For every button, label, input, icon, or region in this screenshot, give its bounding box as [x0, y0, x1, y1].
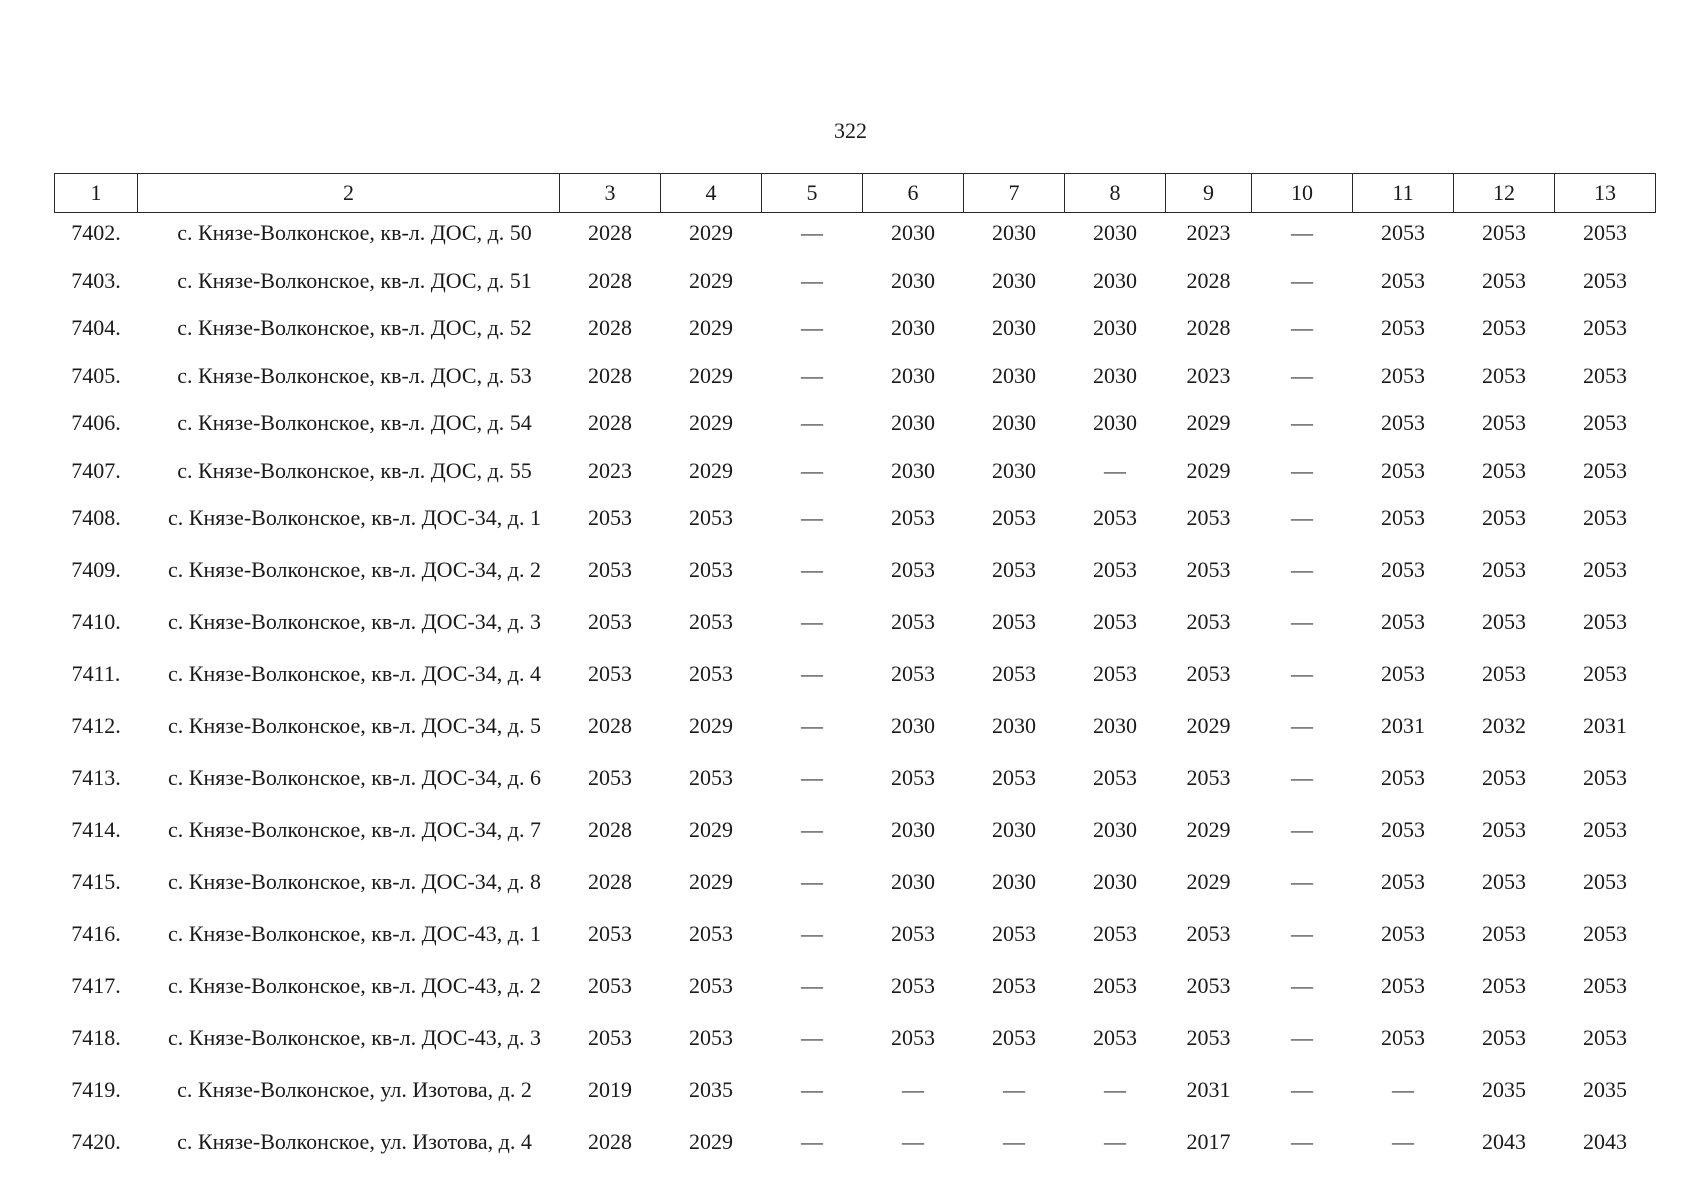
year-cell-col-9: 2053 [1186, 765, 1231, 790]
year-cell-col-10: — [1291, 1077, 1313, 1102]
table-row [55, 309, 1656, 357]
column-header-8: 8 [1065, 174, 1166, 213]
year-cell-col-10: — [1291, 713, 1313, 738]
row-number: 7415. [71, 869, 121, 894]
year-cell-col-7: 2053 [992, 973, 1036, 998]
year-cell-col-7: 2053 [992, 1025, 1036, 1050]
year-cell-col-13: 2053 [1583, 267, 1627, 293]
table-row [55, 707, 1656, 759]
year-cell-col-3: 2028 [588, 410, 632, 435]
year-cell-col-8: 2030 [1093, 267, 1137, 293]
year-cell-col-7: 2030 [992, 362, 1036, 388]
year-cell-col-7: — [1003, 1077, 1025, 1102]
year-cell-col-10: — [1291, 457, 1313, 483]
address-cell: с. Князе-Волконское, ул. Изотова, д. 4 [177, 1129, 532, 1154]
address-cell: с. Князе-Волконское, кв-л. ДОС-34, д. 1 [168, 505, 541, 530]
year-cell-col-5: — [801, 457, 823, 483]
address-cell: с. Князе-Волконское, кв-л. ДОС-34, д. 8 [168, 869, 541, 894]
year-cell-col-6: 2053 [891, 557, 935, 582]
year-cell-col-3: 2053 [588, 557, 632, 582]
column-header-2: 2 [138, 174, 560, 213]
year-cell-col-8: 2053 [1093, 609, 1137, 634]
year-cell-col-13: 2053 [1583, 765, 1627, 790]
table-row [55, 1123, 1656, 1175]
year-cell-col-12: 2053 [1482, 267, 1526, 293]
year-cell-col-11: 2053 [1381, 817, 1425, 842]
year-cell-col-5: — [801, 973, 823, 998]
year-cell-col-6: — [902, 1129, 924, 1154]
year-cell-col-11: — [1392, 1077, 1414, 1102]
row-number: 7406. [71, 410, 121, 435]
year-cell-col-7: 2053 [992, 661, 1036, 686]
address-cell: с. Князе-Волконское, кв-л. ДОС-34, д. 7 [168, 817, 541, 842]
year-cell-col-9: 2029 [1186, 410, 1231, 435]
year-cell-col-4: 2053 [689, 1025, 733, 1050]
year-cell-col-11: 2053 [1381, 921, 1425, 946]
year-cell-col-4: 2053 [689, 661, 733, 686]
year-cell-col-9: 2028 [1186, 315, 1231, 340]
row-number: 7403. [71, 267, 121, 293]
year-cell-col-8: 2053 [1093, 765, 1137, 790]
year-cell-col-4: 2053 [689, 505, 733, 530]
year-cell-col-8: 2030 [1093, 869, 1137, 894]
table-header [55, 174, 1656, 213]
year-cell-col-11: 2031 [1381, 713, 1425, 738]
address-cell: с. Князе-Волконское, кв-л. ДОС-34, д. 6 [168, 765, 541, 790]
address-cell: с. Князе-Волконское, кв-л. ДОС-34, д. 4 [168, 661, 541, 686]
year-cell-col-13: 2053 [1583, 315, 1627, 340]
year-cell-col-10: — [1291, 557, 1313, 582]
year-cell-col-5: — [801, 817, 823, 842]
year-cell-col-4: 2029 [689, 267, 733, 293]
address-cell: с. Князе-Волконское, кв-л. ДОС-34, д. 3 [168, 609, 541, 634]
year-cell-col-8: 2053 [1093, 1025, 1137, 1050]
year-cell-col-8: 2030 [1093, 817, 1137, 842]
year-cell-col-6: 2030 [891, 315, 935, 340]
year-cell-col-10: — [1291, 817, 1313, 842]
year-cell-col-13: 2053 [1583, 220, 1627, 245]
year-cell-col-5: — [801, 505, 823, 530]
year-cell-col-3: 2053 [588, 765, 632, 790]
year-cell-col-6: 2030 [891, 267, 935, 293]
year-cell-col-3: 2053 [588, 921, 632, 946]
column-header-9: 9 [1166, 174, 1252, 213]
year-cell-col-9: 2053 [1186, 973, 1231, 998]
year-cell-col-3: 2053 [588, 505, 632, 530]
year-cell-col-12: 2053 [1482, 410, 1526, 435]
year-cell-col-4: 2029 [689, 869, 733, 894]
year-cell-col-7: 2030 [992, 315, 1036, 340]
year-cell-col-12: 2053 [1482, 817, 1526, 842]
table-row [55, 967, 1656, 1019]
year-cell-col-6: 2030 [891, 713, 935, 738]
table-body [55, 213, 1656, 1176]
table-row [55, 759, 1656, 811]
year-cell-col-12: 2035 [1482, 1077, 1526, 1102]
year-cell-col-8: — [1104, 1129, 1126, 1154]
year-cell-col-12: 2053 [1482, 661, 1526, 686]
year-cell-col-5: — [801, 557, 823, 582]
year-cell-col-8: 2053 [1093, 505, 1137, 530]
year-cell-col-9: 2053 [1186, 661, 1231, 686]
year-cell-col-4: 2053 [689, 921, 733, 946]
year-cell-col-11: 2053 [1381, 267, 1425, 293]
year-cell-col-13: 2053 [1583, 973, 1627, 998]
year-cell-col-6: 2053 [891, 765, 935, 790]
year-cell-col-3: 2019 [588, 1077, 632, 1102]
year-cell-col-6: — [902, 1077, 924, 1102]
year-cell-col-13: 2035 [1583, 1077, 1627, 1102]
year-cell-col-8: 2053 [1093, 921, 1137, 946]
row-number: 7418. [71, 1025, 121, 1050]
table-row [55, 404, 1656, 452]
year-cell-col-9: 2023 [1186, 220, 1231, 245]
year-cell-col-10: — [1291, 410, 1313, 435]
year-cell-col-6: 2053 [891, 1025, 935, 1050]
row-number: 7417. [71, 973, 121, 998]
year-cell-col-8: 2053 [1093, 973, 1137, 998]
year-cell-col-8: — [1104, 457, 1126, 483]
address-cell: с. Князе-Волконское, кв-л. ДОС, д. 55 [177, 457, 532, 483]
column-header-5: 5 [762, 174, 863, 213]
row-number: 7411. [71, 661, 121, 686]
address-cell: с. Князе-Волконское, кв-л. ДОС-34, д. 5 [168, 713, 541, 738]
address-cell: с. Князе-Волконское, кв-л. ДОС, д. 52 [177, 315, 532, 340]
year-cell-col-5: — [801, 362, 823, 388]
year-cell-col-9: 2029 [1186, 817, 1231, 842]
year-cell-col-3: 2028 [588, 267, 632, 293]
year-cell-col-7: 2053 [992, 609, 1036, 634]
row-number: 7409. [71, 557, 121, 582]
year-cell-col-12: 2043 [1482, 1129, 1526, 1154]
year-cell-col-8: 2030 [1093, 220, 1137, 245]
year-cell-col-9: 2053 [1186, 505, 1231, 530]
address-cell: с. Князе-Волконское, кв-л. ДОС, д. 51 [177, 267, 532, 293]
year-cell-col-4: 2035 [689, 1077, 733, 1102]
registry-table [54, 173, 1656, 1175]
year-cell-col-3: 2028 [588, 1129, 632, 1154]
row-number: 7408. [71, 505, 121, 530]
column-header-11: 11 [1353, 174, 1454, 213]
table-row [55, 452, 1656, 500]
table-row [55, 551, 1656, 603]
row-number: 7420. [71, 1129, 121, 1154]
year-cell-col-9: 2053 [1186, 557, 1231, 582]
year-cell-col-12: 2053 [1482, 557, 1526, 582]
address-cell: с. Князе-Волконское, кв-л. ДОС, д. 53 [177, 362, 532, 388]
year-cell-col-8: 2030 [1093, 362, 1137, 388]
table-row [55, 213, 1656, 262]
year-cell-col-4: 2053 [689, 609, 733, 634]
table-row [55, 262, 1656, 310]
year-cell-col-8: — [1104, 1077, 1126, 1102]
year-cell-col-9: 2029 [1186, 713, 1231, 738]
year-cell-col-13: 2053 [1583, 557, 1627, 582]
year-cell-col-4: 2029 [689, 315, 733, 340]
year-cell-col-6: 2030 [891, 362, 935, 388]
year-cell-col-13: 2053 [1583, 1025, 1627, 1050]
year-cell-col-5: — [801, 921, 823, 946]
year-cell-col-4: 2029 [689, 457, 733, 483]
column-header-12: 12 [1454, 174, 1555, 213]
year-cell-col-7: 2030 [992, 410, 1036, 435]
table-row [55, 357, 1656, 405]
column-header-10: 10 [1252, 174, 1353, 213]
address-cell: с. Князе-Волконское, кв-л. ДОС, д. 54 [177, 410, 532, 435]
year-cell-col-7: 2053 [992, 505, 1036, 530]
table-row [55, 1019, 1656, 1071]
year-cell-col-5: — [801, 220, 823, 245]
year-cell-col-3: 2028 [588, 220, 632, 245]
year-cell-col-7: 2053 [992, 765, 1036, 790]
year-cell-col-3: 2023 [588, 457, 632, 483]
year-cell-col-7: 2030 [992, 267, 1036, 293]
year-cell-col-7: 2053 [992, 921, 1036, 946]
year-cell-col-10: — [1291, 661, 1313, 686]
year-cell-col-13: 2053 [1583, 609, 1627, 634]
table-row [55, 811, 1656, 863]
year-cell-col-9: 2053 [1186, 921, 1231, 946]
year-cell-col-12: 2053 [1482, 505, 1526, 530]
year-cell-col-7: 2053 [992, 557, 1036, 582]
year-cell-col-13: 2053 [1583, 457, 1627, 483]
year-cell-col-10: — [1291, 973, 1313, 998]
year-cell-col-12: 2053 [1482, 765, 1526, 790]
year-cell-col-11: 2053 [1381, 869, 1425, 894]
year-cell-col-12: 2053 [1482, 609, 1526, 634]
year-cell-col-11: 2053 [1381, 661, 1425, 686]
year-cell-col-10: — [1291, 362, 1313, 388]
year-cell-col-8: 2053 [1093, 557, 1137, 582]
header-row [55, 174, 1656, 213]
row-number: 7413. [71, 765, 121, 790]
year-cell-col-3: 2028 [588, 817, 632, 842]
year-cell-col-5: — [801, 410, 823, 435]
year-cell-col-6: 2053 [891, 973, 935, 998]
year-cell-col-7: 2030 [992, 817, 1036, 842]
year-cell-col-7: 2030 [992, 869, 1036, 894]
year-cell-col-12: 2053 [1482, 457, 1526, 483]
address-cell: с. Князе-Волконское, кв-л. ДОС-43, д. 2 [168, 973, 541, 998]
year-cell-col-4: 2053 [689, 765, 733, 790]
year-cell-col-10: — [1291, 869, 1313, 894]
year-cell-col-5: — [801, 661, 823, 686]
row-number: 7402. [71, 220, 121, 245]
address-cell: с. Князе-Волконское, кв-л. ДОС-34, д. 2 [168, 557, 541, 582]
year-cell-col-9: 2028 [1186, 267, 1231, 293]
year-cell-col-5: — [801, 1129, 823, 1154]
year-cell-col-6: 2053 [891, 609, 935, 634]
year-cell-col-5: — [801, 713, 823, 738]
year-cell-col-9: 2029 [1186, 457, 1231, 483]
year-cell-col-6: 2030 [891, 457, 935, 483]
year-cell-col-3: 2053 [588, 609, 632, 634]
year-cell-col-5: — [801, 315, 823, 340]
year-cell-col-9: 2031 [1186, 1077, 1231, 1102]
year-cell-col-5: — [801, 869, 823, 894]
year-cell-col-7: 2030 [992, 713, 1036, 738]
year-cell-col-12: 2053 [1482, 973, 1526, 998]
year-cell-col-3: 2053 [588, 661, 632, 686]
year-cell-col-13: 2053 [1583, 817, 1627, 842]
year-cell-col-12: 2032 [1482, 713, 1526, 738]
table-row [55, 915, 1656, 967]
row-number: 7410. [71, 609, 121, 634]
year-cell-col-13: 2053 [1583, 505, 1627, 530]
row-number: 7404. [71, 315, 121, 340]
year-cell-col-6: 2030 [891, 220, 935, 245]
row-number: 7414. [71, 817, 121, 842]
table-row [55, 499, 1656, 551]
table-row [55, 863, 1656, 915]
year-cell-col-13: 2053 [1583, 410, 1627, 435]
year-cell-col-13: 2031 [1583, 713, 1627, 738]
row-number: 7419. [71, 1077, 121, 1102]
year-cell-col-8: 2030 [1093, 410, 1137, 435]
year-cell-col-5: — [801, 1077, 823, 1102]
year-cell-col-5: — [801, 609, 823, 634]
year-cell-col-10: — [1291, 609, 1313, 634]
row-number: 7416. [71, 921, 121, 946]
year-cell-col-3: 2053 [588, 973, 632, 998]
year-cell-col-3: 2028 [588, 713, 632, 738]
row-number: 7412. [71, 713, 121, 738]
row-number: 7405. [71, 362, 121, 388]
year-cell-col-4: 2029 [689, 817, 733, 842]
year-cell-col-4: 2029 [689, 220, 733, 245]
year-cell-col-11: 2053 [1381, 1025, 1425, 1050]
year-cell-col-9: 2029 [1186, 869, 1231, 894]
year-cell-col-3: 2028 [588, 869, 632, 894]
year-cell-col-11: — [1392, 1129, 1414, 1154]
table-row [55, 1071, 1656, 1123]
year-cell-col-5: — [801, 1025, 823, 1050]
year-cell-col-5: — [801, 267, 823, 293]
year-cell-col-4: 2029 [689, 410, 733, 435]
year-cell-col-6: 2030 [891, 410, 935, 435]
year-cell-col-7: 2030 [992, 220, 1036, 245]
address-cell: с. Князе-Волконское, кв-л. ДОС, д. 50 [177, 220, 532, 245]
column-header-13: 13 [1555, 174, 1656, 213]
year-cell-col-9: 2053 [1186, 609, 1231, 634]
address-cell: с. Князе-Волконское, ул. Изотова, д. 2 [177, 1077, 532, 1102]
year-cell-col-4: 2053 [689, 973, 733, 998]
year-cell-col-11: 2053 [1381, 557, 1425, 582]
table-row [55, 603, 1656, 655]
year-cell-col-4: 2029 [689, 713, 733, 738]
year-cell-col-10: — [1291, 267, 1313, 293]
year-cell-col-12: 2053 [1482, 1025, 1526, 1050]
year-cell-col-10: — [1291, 505, 1313, 530]
address-cell: с. Князе-Волконское, кв-л. ДОС-43, д. 1 [168, 921, 541, 946]
year-cell-col-8: 2053 [1093, 661, 1137, 686]
page-number: 322 [834, 118, 867, 143]
year-cell-col-7: 2030 [992, 457, 1036, 483]
column-header-6: 6 [863, 174, 964, 213]
year-cell-col-3: 2028 [588, 362, 632, 388]
year-cell-col-13: 2053 [1583, 921, 1627, 946]
year-cell-col-6: 2030 [891, 869, 935, 894]
year-cell-col-10: — [1291, 765, 1313, 790]
column-header-1: 1 [55, 174, 138, 213]
year-cell-col-10: — [1291, 315, 1313, 340]
year-cell-col-11: 2053 [1381, 220, 1425, 245]
year-cell-col-11: 2053 [1381, 410, 1425, 435]
year-cell-col-13: 2053 [1583, 661, 1627, 686]
year-cell-col-6: 2053 [891, 505, 935, 530]
year-cell-col-6: 2053 [891, 921, 935, 946]
year-cell-col-11: 2053 [1381, 609, 1425, 634]
column-header-3: 3 [560, 174, 661, 213]
year-cell-col-11: 2053 [1381, 505, 1425, 530]
year-cell-col-5: — [801, 765, 823, 790]
year-cell-col-4: 2053 [689, 557, 733, 582]
year-cell-col-11: 2053 [1381, 973, 1425, 998]
year-cell-col-11: 2053 [1381, 457, 1425, 483]
year-cell-col-12: 2053 [1482, 315, 1526, 340]
year-cell-col-3: 2053 [588, 1025, 632, 1050]
year-cell-col-6: 2053 [891, 661, 935, 686]
year-cell-col-12: 2053 [1482, 869, 1526, 894]
year-cell-col-11: 2053 [1381, 765, 1425, 790]
year-cell-col-9: 2053 [1186, 1025, 1231, 1050]
year-cell-col-8: 2030 [1093, 713, 1137, 738]
year-cell-col-11: 2053 [1381, 315, 1425, 340]
year-cell-col-9: 2023 [1186, 362, 1231, 388]
year-cell-col-3: 2028 [588, 315, 632, 340]
year-cell-col-10: — [1291, 1025, 1313, 1050]
year-cell-col-8: 2030 [1093, 315, 1137, 340]
year-cell-col-7: — [1003, 1129, 1025, 1154]
column-header-7: 7 [964, 174, 1065, 213]
year-cell-col-13: 2053 [1583, 362, 1627, 388]
address-cell: с. Князе-Волконское, кв-л. ДОС-43, д. 3 [168, 1025, 541, 1050]
column-header-4: 4 [661, 174, 762, 213]
year-cell-col-10: — [1291, 921, 1313, 946]
year-cell-col-12: 2053 [1482, 220, 1526, 245]
row-number: 7407. [71, 457, 121, 483]
year-cell-col-4: 2029 [689, 362, 733, 388]
year-cell-col-10: — [1291, 220, 1313, 245]
year-cell-col-10: — [1291, 1129, 1313, 1154]
year-cell-col-9: 2017 [1186, 1129, 1231, 1154]
year-cell-col-13: 2053 [1583, 869, 1627, 894]
year-cell-col-12: 2053 [1482, 362, 1526, 388]
year-cell-col-6: 2030 [891, 817, 935, 842]
year-cell-col-4: 2029 [689, 1129, 733, 1154]
table-row [55, 655, 1656, 707]
year-cell-col-12: 2053 [1482, 921, 1526, 946]
year-cell-col-13: 2043 [1583, 1129, 1627, 1154]
year-cell-col-11: 2053 [1381, 362, 1425, 388]
